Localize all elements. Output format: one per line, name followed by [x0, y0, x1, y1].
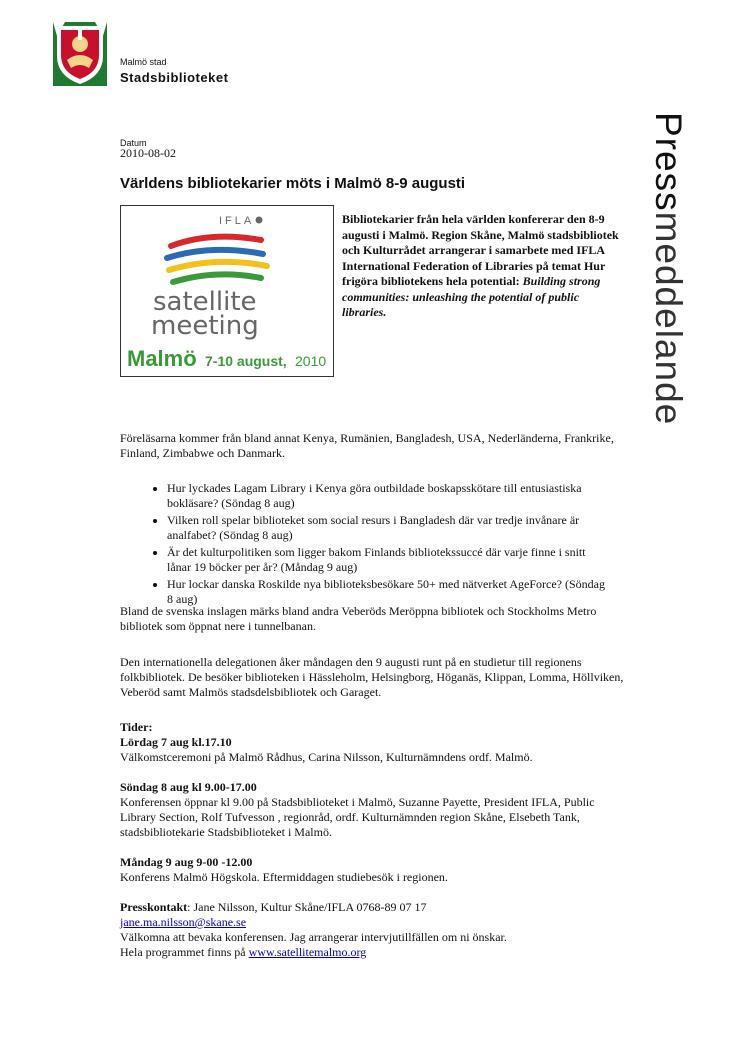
- logo-line2: meeting: [151, 311, 259, 341]
- schedule-title: Tider:: [120, 720, 153, 734]
- press-contact-line: [120, 900, 630, 915]
- logo-dates: 7-10 august,: [205, 353, 287, 369]
- headline: Världens bibliotekarier möts i Malmö 8-9 augusti: [120, 175, 466, 192]
- paragraph-swedish-libraries: Bland de svenska inslagen märks bland andra Veberöds Meröppna bibliotek och Stockholms Metro bibliotek som öppnat nere i tunnelbanan.: [120, 604, 597, 633]
- website-link[interactable]: www.satellitemalmo.org: [248, 945, 367, 959]
- logo-city: Malmö: [127, 346, 197, 371]
- press-contact-label: Presskontakt: [120, 900, 188, 914]
- schedule-section: [120, 720, 630, 960]
- lead-paragraph: [342, 212, 622, 321]
- paragraph-speakers: Föreläsarna kommer från bland annat Kenya, Rumänien, Bangladesh, USA, Nederländerna, Frankrike, Finland, Zimbabwe och Danmark.: [120, 431, 614, 460]
- satellite-meeting-logo: [120, 205, 334, 377]
- date-label: Datum: [120, 138, 147, 148]
- vertical-label-part2: meddelande: [648, 211, 689, 426]
- list-item: • Hur lockar danska Roskilde nya biblioteksbesökare 50+ med nätverket AgeForce? (Söndag 8 aug): [167, 577, 607, 607]
- press-contact-welcome: Välkomna att bevaka konferensen. Jag arrangerar intervjutillfällen om ni önskar.: [120, 930, 507, 944]
- program-line: [120, 945, 630, 960]
- list-item: • Vilken roll spelar biblioteket som social resurs i Bangladesh där var tredje invånare är analfabet? (Söndag 8 aug): [167, 513, 607, 543]
- vertical-press-release-label: [648, 112, 688, 562]
- schedule-day1-heading: Lördag 7 aug kl.17.10: [120, 735, 232, 749]
- logo-ifla-text: IFLA: [219, 215, 255, 227]
- logo-year: 2010: [295, 353, 327, 369]
- paragraph-study-tour: Den internationella delegationen åker måndagen den 9 augusti runt på en studietur till regionens folkbibliotek. De besöker biblioteken i Hässleholm, Helsingborg, Höganäs, Klippan, Lomma, Höllviken, Veberöd samt Malmös stadsdelsbibliotek och Garaget.: [120, 655, 624, 699]
- schedule-day3-heading: Måndag 9 aug 9-00 -12.00: [120, 855, 253, 869]
- org-name-small: Malmö stad: [120, 57, 167, 67]
- press-contact-email-link[interactable]: jane.ma.nilsson@skane.se: [120, 915, 247, 929]
- malmo-crest-logo: [53, 22, 107, 86]
- program-prefix: Hela programmet finns på: [120, 945, 249, 959]
- logo-line1: satellite: [153, 287, 257, 317]
- lead-theme-italic: Building strong communities: unleashing the potential of public libraries.: [342, 274, 601, 319]
- topic-list: [145, 481, 607, 609]
- vertical-label-part1: Press: [648, 112, 689, 212]
- schedule-day2-body: Konferensen öppnar kl 9.00 på Stadsbiblioteket i Malmö, Suzanne Payette, President IFLA, Public Library Section, Rolf Tufvesson , regionråd, ordf. Kulturnämnden region Skåne, Elsebeth Tank, stadsbibliotekarie Stadsbiblioteket i Malmö.: [120, 795, 595, 839]
- list-item: • Hur lyckades Lagam Library i Kenya göra outbildade boskapsskötare till entusiastiska bokläsare? (Söndag 8 aug): [167, 481, 607, 511]
- lead-text: Bibliotekarier från hela världen konfererar den 8-9 augusti i Malmö. Region Skåne, Malmö stadsbibliotek och Kulturrådet arrangerar i samarbete med IFLA International Federation of Libraries på temat Hur frigöra bibliotekens hela potential:: [342, 212, 619, 288]
- schedule-day1-body: Välkomstceremoni på Malmö Rådhus, Carina Nilsson, Kulturnämndens ordf. Malmö.: [120, 750, 533, 764]
- schedule-day3-body: Konferens Malmö Högskola. Eftermiddagen studiebesök i regionen.: [120, 870, 448, 884]
- date-value: 2010-08-02: [120, 146, 176, 160]
- press-contact-text: : Jane Nilsson, Kultur Skåne/IFLA 0768-89 07 17: [187, 900, 427, 914]
- list-item: • Är det kulturpolitiken som ligger bakom Finlands bibliotekssuccé där varje finne i snitt lånar 19 böcker per år? (Måndag 9 aug): [167, 545, 607, 575]
- org-name-title: Stadsbiblioteket: [120, 70, 229, 85]
- schedule-day2-heading: Söndag 8 aug kl 9.00-17.00: [120, 780, 257, 794]
